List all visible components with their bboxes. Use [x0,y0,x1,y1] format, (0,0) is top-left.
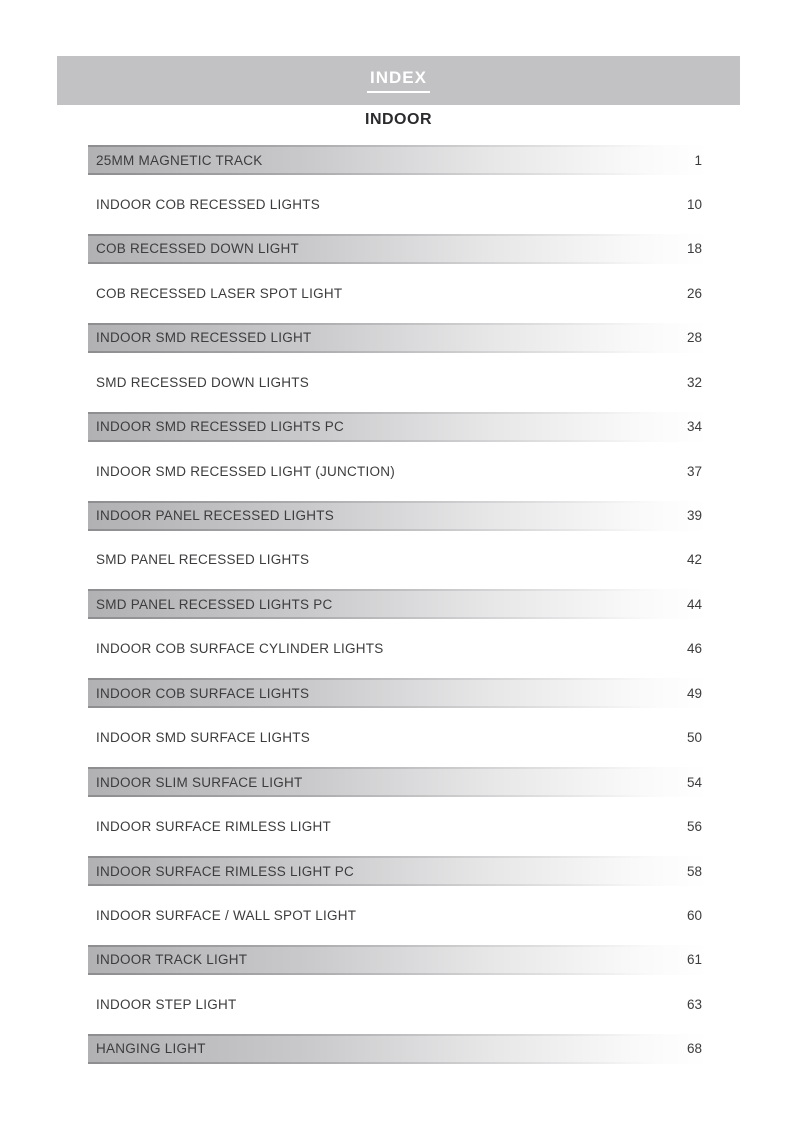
toc-item-label: INDOOR SMD RECESSED LIGHT [96,330,312,346]
toc-item-page: 58 [686,863,702,879]
index-title: INDEX [367,68,430,93]
toc-row [88,278,708,308]
toc-row [88,812,708,842]
toc-item-page: 63 [686,996,702,1012]
toc-item-label: INDOOR COB RECESSED LIGHTS [96,196,321,212]
toc-item-page: 32 [686,374,702,390]
toc-item-label: SMD RECESSED DOWN LIGHTS [96,374,310,390]
toc-item-label: INDOOR TRACK LIGHT [96,952,248,968]
toc-item-label: INDOOR SURFACE RIMLESS LIGHT [96,819,332,835]
toc-row [88,412,708,442]
toc-row [88,456,708,486]
toc-item-page: 50 [686,730,702,746]
toc-item-page: 10 [686,196,702,212]
toc-item-page: 42 [686,552,702,568]
toc-item-label: INDOOR STEP LIGHT [96,996,237,1012]
toc-item-page: 56 [686,819,702,835]
toc-row [88,678,708,708]
toc-item-page: 60 [686,907,702,923]
index-header-bar [57,56,740,105]
toc-row [88,1034,708,1064]
toc-item-page: 61 [686,952,702,968]
toc-row [88,145,708,175]
toc-item-label: INDOOR SMD RECESSED LIGHTS PC [96,419,345,435]
toc-item-label: HANGING LIGHT [96,1041,206,1057]
toc-item-label: SMD PANEL RECESSED LIGHTS [96,552,310,568]
toc-row [88,856,708,886]
toc-item-label: INDOOR SMD SURFACE LIGHTS [96,730,311,746]
toc-item-page: 1 [694,152,702,168]
toc-item-page: 18 [686,241,702,257]
toc-item-label: 25MM MAGNETIC TRACK [96,152,263,168]
toc-item-label: INDOOR COB SURFACE CYLINDER LIGHTS [96,641,384,657]
toc-item-page: 28 [686,330,702,346]
toc-item-label: COB RECESSED DOWN LIGHT [96,241,300,257]
toc-row [88,767,708,797]
toc-item-page: 44 [686,596,702,612]
toc-item-label: INDOOR SURFACE RIMLESS LIGHT PC [96,863,355,879]
toc-row [88,545,708,575]
toc-row [88,989,708,1019]
toc-item-page: 54 [686,774,702,790]
toc-row [88,234,708,264]
toc-item-page: 46 [686,641,702,657]
toc-row [88,189,708,219]
toc-row [88,501,708,531]
toc-item-label: INDOOR COB SURFACE LIGHTS [96,685,310,701]
toc-list [88,145,708,1078]
toc-row [88,900,708,930]
toc-item-page: 49 [686,685,702,701]
toc-item-page: 26 [686,285,702,301]
toc-item-page: 68 [686,1041,702,1057]
toc-row [88,589,708,619]
toc-row [88,323,708,353]
toc-row [88,723,708,753]
section-title-indoor: INDOOR [365,111,432,128]
toc-item-label: INDOOR SMD RECESSED LIGHT (JUNCTION) [96,463,396,479]
toc-row [88,367,708,397]
toc-item-page: 39 [686,508,702,523]
toc-row [88,945,708,975]
toc-item-label: INDOOR PANEL RECESSED LIGHTS [96,508,335,523]
toc-row [88,634,708,664]
toc-item-label: COB RECESSED LASER SPOT LIGHT [96,285,343,301]
toc-item-label: INDOOR SLIM SURFACE LIGHT [96,774,303,790]
toc-item-page: 34 [686,419,702,435]
toc-item-label: SMD PANEL RECESSED LIGHTS PC [96,596,333,612]
toc-item-page: 37 [686,463,702,479]
toc-item-label: INDOOR SURFACE / WALL SPOT LIGHT [96,907,357,923]
